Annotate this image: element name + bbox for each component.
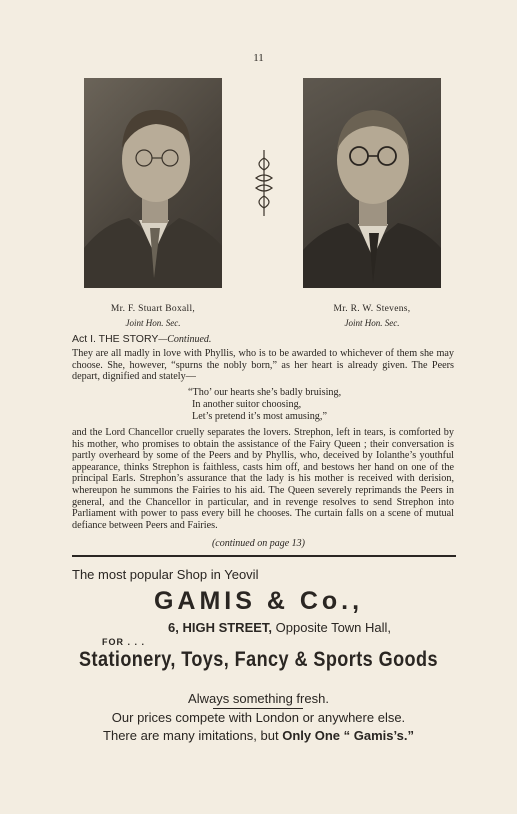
decorative-ornament: [250, 148, 278, 218]
advert-address: [168, 620, 391, 635]
advert-tagline: Always something fresh.: [188, 691, 329, 706]
continued-note: (continued on page 13): [211, 538, 306, 549]
advert-divider: [213, 708, 303, 709]
portrait-caption-stevens: [272, 302, 472, 330]
portrait-name: Mr. R. W. Stevens,: [333, 304, 411, 314]
advert-for-label: FOR . . .: [102, 637, 146, 647]
story-paragraph: They are all madly in love with Phyllis, who is to be awarded to whichever of them she may choose. She, however, “spurns the nobly born,” as her heart is already given. The Peers depart, dignified and stately—: [72, 348, 454, 383]
story-heading-text: Act I. THE STORY: [72, 333, 159, 345]
advert-imitations-emphasis: Only One “ Gamis’s.”: [282, 728, 414, 743]
verse-line: Let’s pretend it’s most amusing,”: [192, 410, 327, 422]
story-heading: [72, 333, 211, 345]
portrait-role: Joint Hon. Sec.: [125, 318, 181, 328]
portrait-photo-boxall: [84, 78, 222, 288]
page-number: 11: [253, 52, 264, 64]
verse-line: “Tho’ our hearts she’s badly bruising,: [188, 387, 342, 398]
story-verse: [188, 387, 341, 422]
advert-intro: The most popular Shop in Yeovil: [72, 567, 259, 582]
advert-street-rest: Opposite Town Hall,: [275, 620, 392, 635]
section-divider: [72, 555, 456, 557]
advert-imitations-lead: There are many imitations, but: [103, 728, 279, 743]
advert-imitations: [0, 728, 517, 743]
advert-goods: Stationery, Toys, Fancy & Sports Goods: [79, 648, 438, 671]
advert-prices: Our prices compete with London or anywhere else.: [111, 710, 406, 725]
advert-company-name: GAMIS & Co.,: [153, 587, 364, 615]
verse-line: In another suitor choosing,: [192, 398, 302, 410]
portrait-caption-boxall: [53, 302, 253, 330]
portrait-name: Mr. F. Stuart Boxall,: [110, 304, 196, 314]
portrait-role: Joint Hon. Sec.: [344, 318, 400, 328]
story-heading-continued: —Continued.: [158, 334, 212, 345]
portrait-photo-stevens: [303, 78, 441, 288]
story-paragraph: and the Lord Chancellor cruelly separates the lovers. Strephon, left in tears, is comforted by his mother, who promises to obtain the assistance of the Fairy Queen ; their conversation is partly overheard by some of the Peers and by Phyllis, who, deceived by Iolanthe’s youthful appearance, thinks Strephon is faithless, casts him off, and bestows her hand on one of the principal Earls. Strephon’s assurance that the lady is his mother is received with derision, whereupon he summons the Fairies to his aid. The Queen severely reprimands the Peers in general, and the Chancellor in particular, and in revenge resolves to send Strephon into Parliament with power to pass every bill he chooses. The curtain falls on a scene of mutual defiance between Peers and Fairies.: [72, 427, 454, 531]
advert-street: 6, HIGH STREET,: [168, 620, 273, 635]
